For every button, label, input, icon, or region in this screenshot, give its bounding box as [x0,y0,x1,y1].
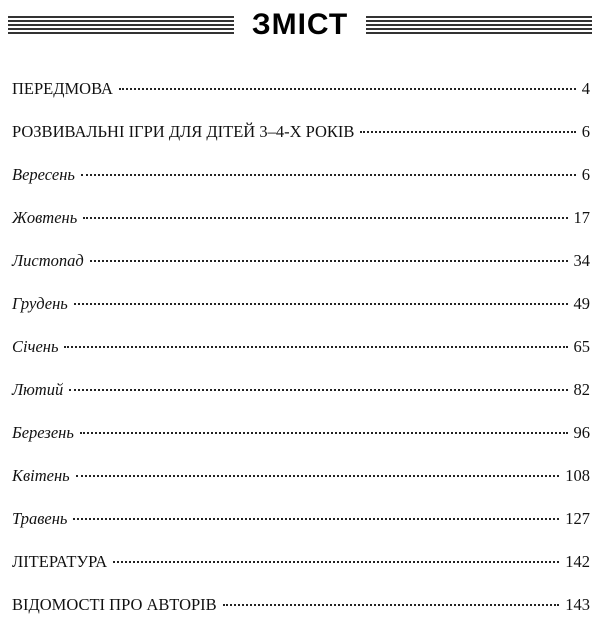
toc-entry-games[interactable] [12,108,590,151]
toc-entry-page: 96 [573,423,590,442]
dot-leader [90,260,568,262]
toc-entry-foreword[interactable] [12,65,590,108]
toc-entry-about-authors[interactable] [12,581,590,624]
toc-entry-page: 6 [581,165,590,184]
toc-entry-label: Жовтень [12,208,78,227]
dot-leader [360,131,575,133]
toc-entry-september[interactable] [12,151,590,194]
dot-leader [223,604,560,606]
toc-entry-label: ЛІТЕРАТУРА [12,552,108,571]
dot-leader [113,561,559,563]
toc-entry-page: 65 [573,337,590,356]
toc-entry-label: ВІДОМОСТІ ПРО АВТОРІВ [12,595,217,614]
toc-entry-page: 108 [565,466,590,485]
toc-entry-page: 49 [573,294,590,313]
toc-entry-label: Лютий [12,380,64,399]
toc-entry-label: РОЗВИВАЛЬНІ ІГРИ ДЛЯ ДІТЕЙ 3–4-Х РОКІВ [12,122,355,141]
toc-entry-page: 4 [581,79,590,98]
toc-entry-page: 82 [573,380,590,399]
dot-leader [74,303,568,305]
decorative-rule-left [8,16,234,34]
toc-entry-page: 127 [565,509,590,528]
toc-entry-page: 143 [565,595,590,614]
toc-entry-october[interactable] [12,194,590,237]
toc-entry-page: 142 [565,552,590,571]
dot-leader [80,432,568,434]
table-of-contents [12,65,590,624]
toc-entry-label: Січень [12,337,59,356]
dot-leader [73,518,559,520]
toc-entry-label: ПЕРЕДМОВА [12,79,113,98]
toc-entry-december[interactable] [12,280,590,323]
toc-entry-page: 34 [573,251,590,270]
page-title: ЗМІСТ [251,8,349,41]
toc-entry-november[interactable] [12,237,590,280]
toc-entry-label: Квітень [12,466,70,485]
toc-entry-label: Травень [12,509,68,528]
toc-entry-february[interactable] [12,366,590,409]
toc-entry-page: 6 [581,122,590,141]
toc-entry-literature[interactable] [12,538,590,581]
toc-entry-may[interactable] [12,495,590,538]
dot-leader [64,346,567,348]
dot-leader [81,174,576,176]
decorative-rule-right [366,16,592,34]
toc-entry-label: Березень [12,423,74,442]
toc-entry-label: Грудень [12,294,68,313]
header [8,0,592,50]
dot-leader [119,88,576,90]
toc-entry-april[interactable] [12,452,590,495]
toc-entry-january[interactable] [12,323,590,366]
toc-entry-march[interactable] [12,409,590,452]
toc-entry-page: 17 [573,208,590,227]
dot-leader [83,217,567,219]
dot-leader [76,475,560,477]
toc-entry-label: Листопад [12,251,84,270]
toc-entry-label: Вересень [12,165,75,184]
dot-leader [69,389,567,391]
